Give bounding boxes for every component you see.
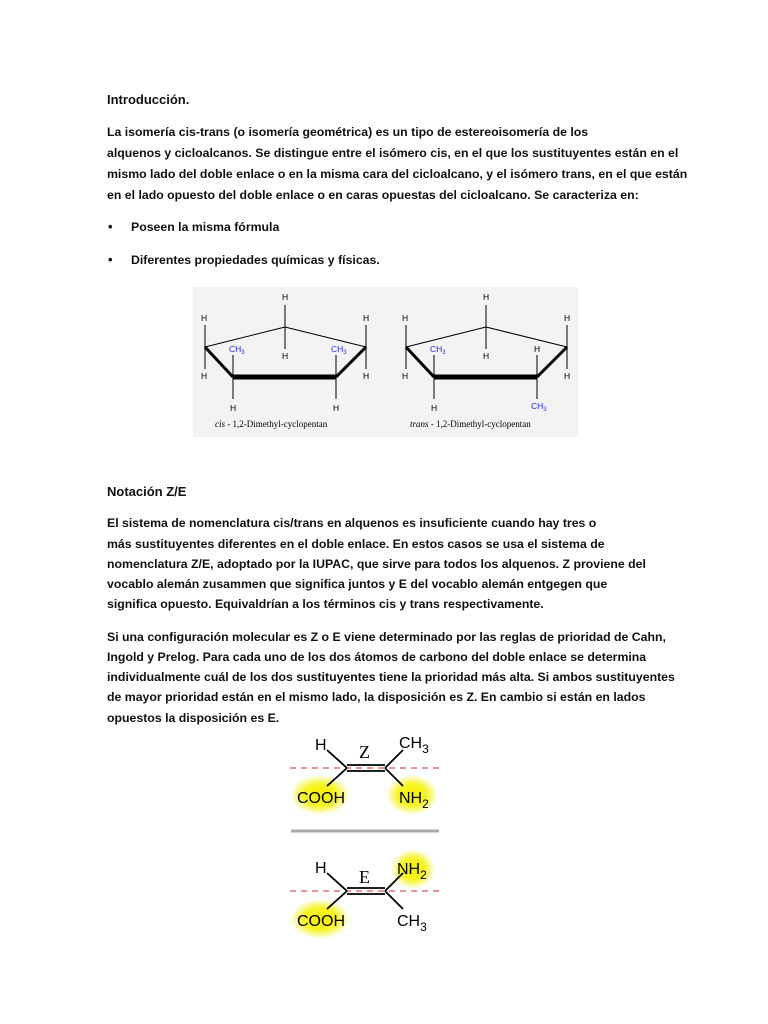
atom-h-label: H <box>315 737 327 754</box>
ze-p1-line-1: El sistema de nomenclatura cis/trans en alquenos es insuficiente cuando hay tres o <box>107 516 597 530</box>
atom-h-label: H <box>564 371 571 381</box>
e-label: E <box>359 867 370 887</box>
ze-p2-line-3: individualmente cuál de los dos sustituyentes tiene la prioridad más alta. Si ambos sustituyentes <box>107 670 675 684</box>
intro-line-1: La isomería cis-trans (o isomería geométrica) es un tipo de estereoisomería de los <box>107 125 589 139</box>
methyl-label: $CH_3$ <box>397 913 427 934</box>
atom-h-label: H <box>431 403 438 413</box>
atom-h-label: H <box>201 313 208 323</box>
atom-h-label: H <box>282 292 289 302</box>
ze-p1-line-5: significa opuesto. Equivaldrían a los términos cis y trans respectivamente. <box>107 597 544 611</box>
z-configuration <box>290 735 440 815</box>
ze-p2-line-1: Si una configuración molecular es Z o E viene determinado por las reglas de prioridad de Cahn, <box>107 630 666 644</box>
atom-h-label: H <box>483 292 490 302</box>
atom-h-label: H <box>534 344 541 354</box>
cooh-label: COOH <box>297 913 345 930</box>
amino-label: $NH_2$ <box>399 790 429 811</box>
intro-line-4: en el lado opuesto del doble enlace o en caras opuestas del cicloalcano. Se caracteriza en: <box>107 188 639 202</box>
methyl-label: $CH_3$ <box>331 344 347 356</box>
intro-line-2: alquenos y cicloalcanos. Se distingue entre el isómero cis, en el que los sustituyentes están en el <box>107 146 679 160</box>
bullet-item-1: Poseen la misma fórmula <box>131 220 280 234</box>
bullet-item-2: Diferentes propiedades químicas y físicas. <box>131 253 380 267</box>
bullet-marker: • <box>108 252 113 267</box>
methyl-label: $CH_3$ <box>430 344 446 356</box>
z-label: Z <box>359 742 370 762</box>
cyclopentane-figure <box>193 287 578 437</box>
ze-p1-line-2: más sustituyentes diferentes en el doble enlace. En estos casos se usa el sistema de <box>107 537 605 551</box>
bullet-marker: • <box>108 219 113 234</box>
cooh-label: COOH <box>297 790 345 807</box>
atom-h-label: H <box>315 860 327 877</box>
ze-heading: Notación Z/E <box>107 484 187 499</box>
ze-p1-line-4: vocablo alemán zusammen que significa juntos y E del vocablo alemán entgegen que <box>107 577 608 591</box>
cis-caption: cis - 1,2-Dimethyl-cyclopentan <box>215 419 328 429</box>
methyl-label: $CH_3$ <box>399 735 429 756</box>
ze-p2-line-4: de mayor prioridad están en el mismo lado, la disposición es Z. En cambio si están en lados <box>107 690 646 704</box>
atom-h-label: H <box>201 371 208 381</box>
atom-h-label: H <box>282 351 289 361</box>
ze-p2-line-5: opuestos la disposición es E. <box>107 711 280 725</box>
atom-h-label: H <box>230 403 237 413</box>
methyl-label: $CH_3$ <box>229 344 245 356</box>
ze-p2-line-2: Ingold y Prelog. Para cada uno de los dos átomos de carbono del doble enlace se determina <box>107 650 647 664</box>
atom-h-label: H <box>483 351 490 361</box>
atom-h-label: H <box>333 403 340 413</box>
intro-heading: Introducción. <box>107 92 190 107</box>
trans-caption: trans - 1,2-Dimethyl-cyclopentan <box>410 419 531 429</box>
atom-h-label: H <box>363 371 370 381</box>
atom-h-label: H <box>564 313 571 323</box>
z-e-figure <box>285 728 445 943</box>
amino-label: $NH_2$ <box>397 861 427 882</box>
atom-h-label: H <box>402 371 409 381</box>
atom-h-label: H <box>402 313 409 323</box>
methyl-label: $CH_3$ <box>531 401 547 413</box>
e-configuration <box>290 849 440 939</box>
atom-h-label: H <box>363 313 370 323</box>
intro-line-3: mismo lado del doble enlace o en la misma cara del cicloalcano, y el isómero trans, en el que están <box>107 167 688 181</box>
ze-p1-line-3: nomenclatura Z/E, adoptado por la IUPAC, que sirve para todos los alquenos. Z proviene del <box>107 557 646 571</box>
